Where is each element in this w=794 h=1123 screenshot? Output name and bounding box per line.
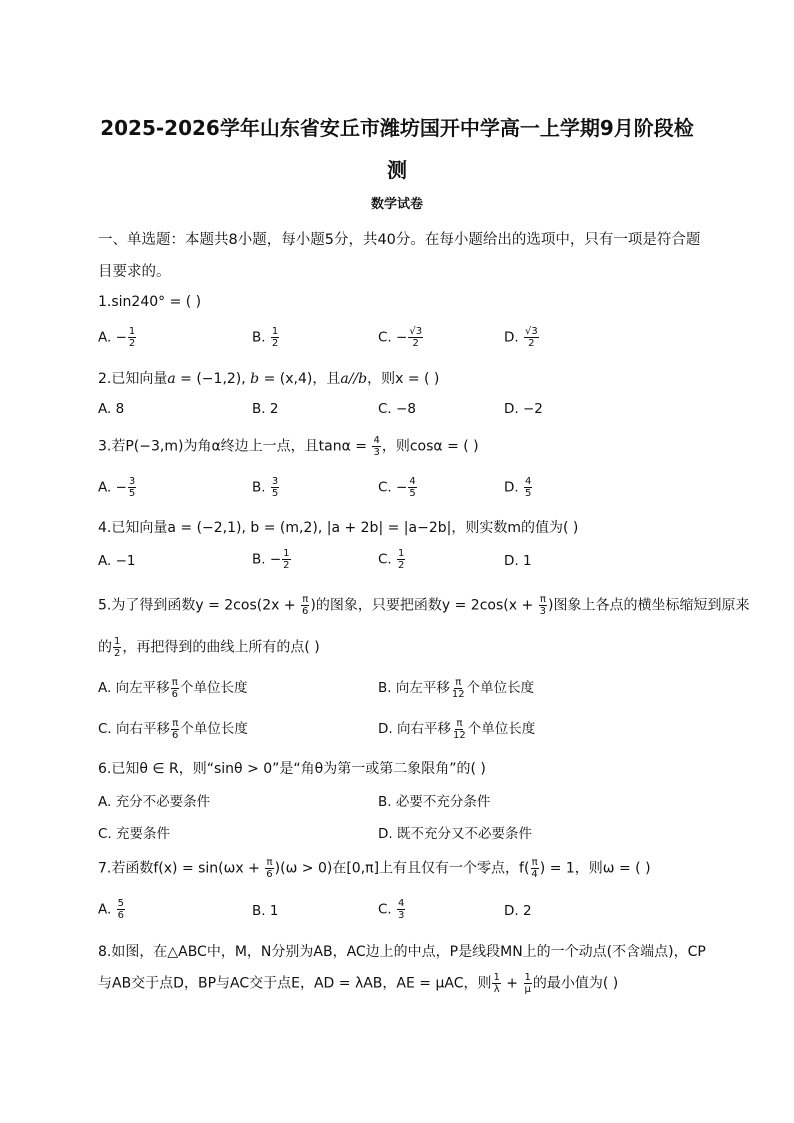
q2-option-d: D. −2 bbox=[504, 401, 543, 417]
q5-stem-line-1: 5.为了得到函数y = 2cos(2x + $\frac{\pi}{6}$ )的图象，只要把函数y = 2cos(x + $\frac{\pi}{3}$ )图象上各点的横坐标缩短到原来 bbox=[98, 594, 750, 617]
q2-option-b: B. 2 bbox=[252, 401, 279, 417]
q6-option-d: D. 既不充分又不必要条件 bbox=[378, 826, 532, 842]
q5-option-a: A. 向左平移 $\frac{\pi}{6}$ 个单位长度 bbox=[98, 676, 248, 700]
q3-option-c: C. − $\frac{4}{5}$ bbox=[378, 476, 416, 499]
q7-option-d: D. 2 bbox=[504, 903, 532, 919]
q6-option-a: A. 充分不必要条件 bbox=[98, 794, 211, 810]
q6-option-b: B. 必要不充分条件 bbox=[378, 794, 491, 810]
q1-option-b: B. $\frac{1}{2}$ bbox=[252, 326, 279, 349]
title-line-1: 2025-2026学年山东省安丘市潍坊国开中学高一上学期9月阶段检 bbox=[100, 116, 694, 140]
q1-option-a: A. − $\frac{1}{2}$ bbox=[98, 326, 136, 349]
q7-stem: 7.若函数f(x) = sin(ωx + $\frac{\pi}{6}$ )(ω > 0)在[0,π]上有且仅有一个零点，f( $\frac{\pi}{4}$ ) = 1，则ω = ( ) bbox=[98, 857, 651, 880]
q2-option-a: A. 8 bbox=[98, 401, 125, 417]
q4-option-c: C. $\frac{1}{2}$ bbox=[378, 548, 405, 571]
q5-option-d: D. 向右平移 $\frac{\pi}{12}$ 个单位长度 bbox=[378, 717, 536, 741]
subtitle: 数学试卷 bbox=[370, 197, 423, 212]
q5-option-c: C. 向右平移 $\frac{\pi}{6}$ 个单位长度 bbox=[98, 717, 248, 741]
q8-stem-line-1: 8.如图，在△ABC中，M，N分别为AB，AC边上的中点，P是线段MN上的一个动点(不含端点)，CP bbox=[98, 944, 706, 960]
q2-option-c: C. −8 bbox=[378, 401, 416, 417]
q3-stem: 3.若P(−3,m)为角α终边上一点，且tanα = $\frac{4}{3}$ ，则cosα = ( ) bbox=[98, 435, 479, 458]
q1-option-d: D. $\frac{√3}{2}$ bbox=[504, 326, 538, 349]
section-heading-line-1: 一、单选题：本题共8小题，每小题5分，共40分。在每小题给出的选项中，只有一项是符合题 bbox=[98, 232, 701, 248]
q4-option-a: A. −1 bbox=[98, 553, 136, 569]
q8-stem-line-2: 与AB交于点D，BP与AC交于点E，AD = λAB，AE = μAC，则 $\frac{1}{\lambda}$ + $\frac{1}{\mu}$ 的最小值为( ) bbox=[98, 972, 619, 995]
q4-stem: 4.已知向量a = (−2,1), b = (m,2), |a + 2b| = |a−2b|，则实数m的值为( ) bbox=[98, 520, 579, 536]
q3-option-b: B. $\frac{3}{5}$ bbox=[252, 476, 279, 499]
q4-option-b: B. − $\frac{1}{2}$ bbox=[252, 548, 290, 571]
q2-stem: 2.已知向量a = (−1,2), b = (x,4)，且a//b，则x = ( ) bbox=[98, 371, 440, 387]
q6-stem: 6.已知θ ∈ R，则“sinθ > 0”是“角θ为第一或第二象限角”的( ) bbox=[98, 761, 486, 777]
q5-stem-line-2: 的 $\frac{1}{2}$ ，再把得到的曲线上所有的点( ) bbox=[98, 636, 320, 659]
q7-option-b: B. 1 bbox=[252, 903, 279, 919]
q1-stem: 1.sin240° = ( ) bbox=[98, 294, 202, 310]
q3-option-d: D. $\frac{4}{5}$ bbox=[504, 476, 532, 499]
q3-option-a: A. − $\frac{3}{5}$ bbox=[98, 476, 136, 499]
q7-option-a: A. $\frac{5}{6}$ bbox=[98, 898, 124, 921]
title-line-2: 测 bbox=[387, 158, 407, 182]
q6-option-c: C. 充要条件 bbox=[98, 826, 171, 842]
section-heading-line-2: 目要求的。 bbox=[98, 264, 171, 280]
q7-option-c: C. $\frac{4}{3}$ bbox=[378, 898, 405, 921]
q4-option-d: D. 1 bbox=[504, 553, 532, 569]
q5-option-b: B. 向左平移 $\frac{\pi}{12}$ 个单位长度 bbox=[378, 676, 535, 700]
q1-option-c: C. − $\frac{√3}{2}$ bbox=[378, 326, 423, 349]
